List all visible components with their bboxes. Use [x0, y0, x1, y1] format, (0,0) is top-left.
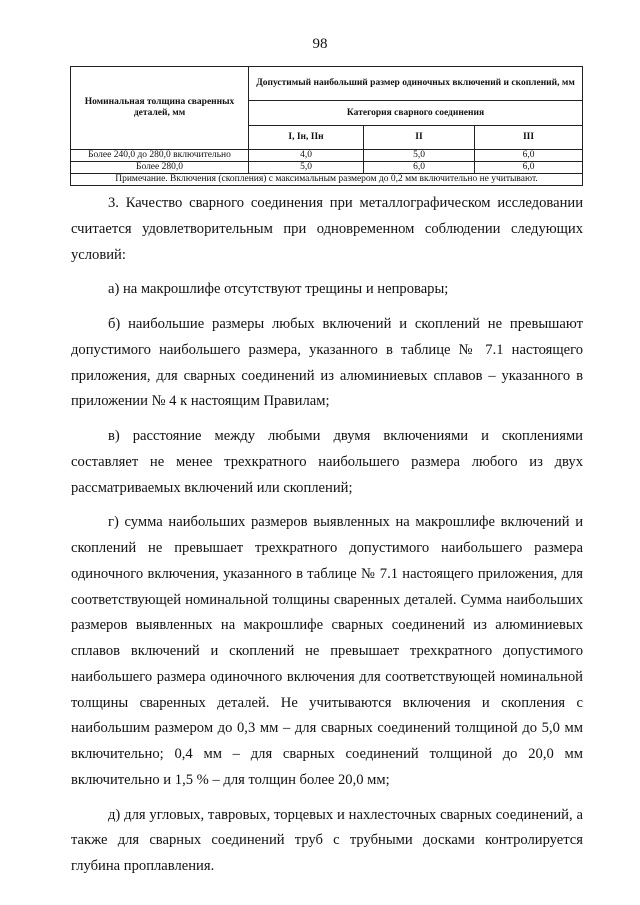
paragraph-v: в) расстояние между любыми двумя включениями и скоплениями составляет не менее трехкратного наибольшего размера любого из двух рассматриваемых включений или скоплений;: [71, 428, 583, 496]
paragraph-g: г) сумма наибольших размеров выявленных на макрошлифе включений и скоплений не превышает трехкратного допустимого наибольшего размера одиночного включения, указанного в таблице № 7.1 настоящего приложения, для соответствующей номинальной толщины сваренных деталей. Сумма наибольших размеров выявленных на макрошлифе сварных соединений из алюминиевых сплавов включений и скоплений не превышает трехкратного допустимого наибольшего размера одиночного включения для соответствующей номинальной толщины сваренных деталей. Не учитываются включения и скопления с наибольшим размером до 0,3 мм – для сварных соединений толщиной до 5,0 мм включительно; 0,4 мм – для сварных соединений толщиной до 20,0 мм включительно и 1,5 % – для толщин более 20,0 мм;: [71, 514, 583, 788]
page-number: 98: [312, 36, 328, 52]
table-cell: 5,0: [364, 150, 475, 162]
header-class-3: III: [475, 126, 583, 150]
header-class-1: I, Iн, IIн: [249, 126, 364, 150]
table-row: [71, 150, 583, 162]
header-nominal-thickness: Номинальная толщина сваренных деталей, мм: [71, 67, 249, 150]
table-cell: 5,0: [249, 162, 364, 174]
table-cell: 6,0: [475, 150, 583, 162]
paragraph-a: а) на макрошлифе отсутствуют трещины и непровары;: [108, 281, 449, 298]
row-label: Более 240,0 до 280,0 включительно: [71, 150, 249, 162]
table-cell: 4,0: [249, 150, 364, 162]
paragraph-3: 3. Качество сварного соединения при металлографическом исследовании считается удовлетворительным при одновременном соблюдении следующих условий:: [71, 195, 583, 263]
header-class-2: II: [364, 126, 475, 150]
table-cell: 6,0: [364, 162, 475, 174]
table-row: [71, 162, 583, 174]
paragraph-b: б) наибольшие размеры любых включений и скоплений не превышают допустимого наибольшего размера, указанного в таблице № 7.1 настоящего приложения, для сварных соединений из алюминиевых сплавов – указанного в приложении № 4 к настоящим Правилам;: [71, 316, 583, 410]
paragraph-d: д) для угловых, тавровых, торцевых и нахлесточных сварных соединений, а также для сварных соединений труб с трубными досками контролируется глубина проплавления.: [71, 806, 583, 874]
row-label: Более 280,0: [71, 162, 249, 174]
header-weld-category: Категория сварного соединения: [249, 101, 583, 126]
inclusion-size-table: [70, 66, 583, 186]
table-cell: 6,0: [475, 162, 583, 174]
header-allowed-size: Допустимый наибольший размер одиночных включений и скоплений, мм: [249, 67, 583, 101]
table-note: Примечание. Включения (скопления) с максимальным размером до 0,2 мм включительно не учитывают.: [71, 174, 583, 186]
body-text: [71, 191, 583, 889]
